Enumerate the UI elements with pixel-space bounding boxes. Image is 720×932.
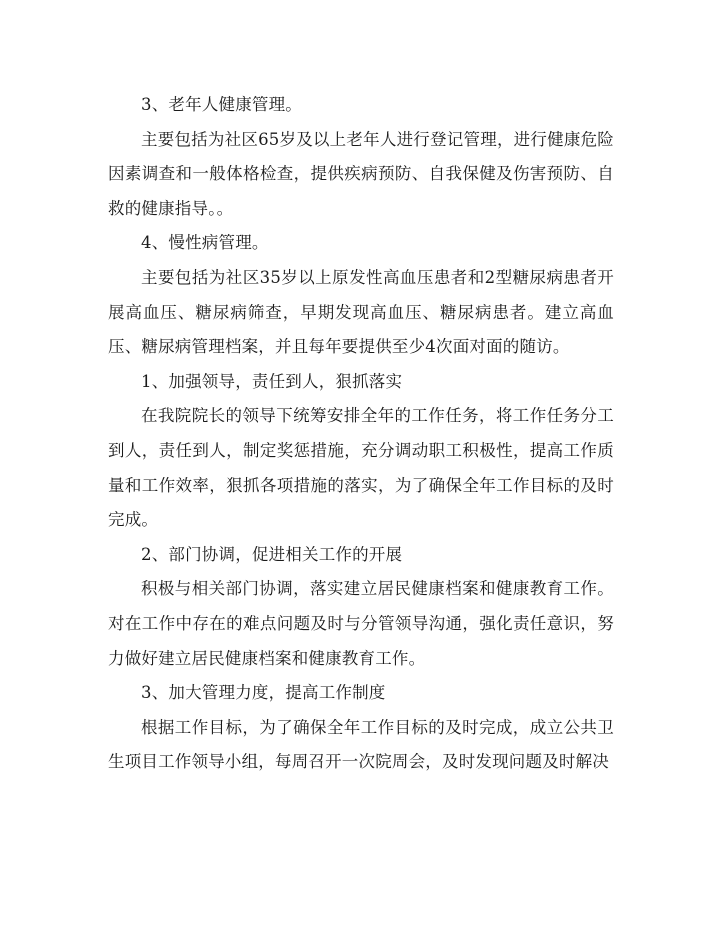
paragraph-department-coordination: 积极与相关部门协调，落实建立居民健康档案和健康教育工作。对在工作中存在的难点问题及时与分管领导沟通，强化责任意识，努力做好建立居民健康档案和健康教育工作。: [108, 579, 614, 668]
paragraph-chronic-disease-management: 主要包括为社区35岁以上原发性高血压患者和2型糖尿病患者开展高血压、糖尿病筛查，早期发现高血压、糖尿病患者。建立高血压、糖尿病管理档案，并且每年要提供至少4次面对面的随访。: [108, 267, 614, 357]
paragraph-management-intensity: 根据工作目标，为了确保全年工作目标的及时完成，成立公共卫生项目工作领导小组，每周召开一次院周会，及时发现问题及时解决: [108, 717, 614, 772]
heading-management-intensity: 3、加大管理力度，提高工作制度: [141, 683, 386, 703]
document-body: [108, 88, 614, 780]
heading-strengthen-leadership: 1、加强领导，责任到人，狠抓落实: [141, 371, 403, 391]
heading-department-coordination: 2、部门协调，促进相关工作的开展: [141, 544, 403, 564]
heading-chronic-disease-management: 4、慢性病管理。: [141, 233, 269, 253]
paragraph-elderly-health-management: 主要包括为社区65岁及以上老年人进行登记管理，进行健康危险因素调查和一般体格检查，提供疾病预防、自我保健及伤害预防、自救的健康指导。。: [108, 129, 614, 218]
paragraph-strengthen-leadership: 在我院院长的领导下统筹安排全年的工作任务，将工作任务分工到人，责任到人，制定奖惩措施，充分调动职工积极性，提高工作质量和工作效率，狠抓各项措施的落实，为了确保全年工作目标的及时完成。: [108, 406, 614, 530]
heading-elderly-health-management: 3、老年人健康管理。: [141, 95, 302, 114]
